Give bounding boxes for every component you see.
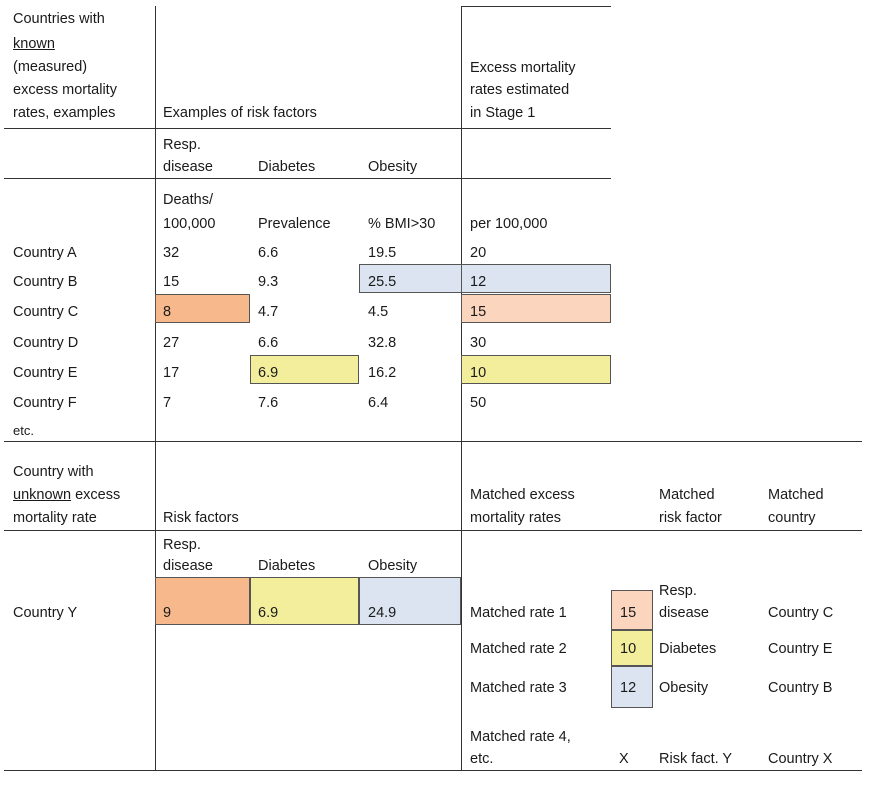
column-divider-right [461, 6, 462, 770]
row-d-rate: 30 [470, 335, 487, 351]
row-d-diabetes: 6.6 [258, 335, 279, 351]
header-matched-country-l1: Matched [768, 487, 824, 503]
rf-resp-l2-bottom: disease [163, 558, 213, 574]
country-y-name: Country Y [13, 605, 78, 621]
row-b-rate: 12 [470, 274, 487, 290]
row-c-diabetes: 4.7 [258, 304, 279, 320]
header-rule-1 [4, 128, 611, 129]
header-matched-rf-l1: Matched [659, 487, 715, 503]
match-2-value: 10 [620, 641, 637, 657]
match-3-value: 12 [620, 680, 637, 696]
row-a-country: Country A [13, 245, 77, 261]
rf-diabetes: Diabetes [258, 159, 316, 175]
match-1-rf-l1: Resp. [659, 583, 697, 599]
header-known-l5: rates, examples [13, 105, 116, 121]
row-c-obesity: 4.5 [368, 304, 389, 320]
match-2-rf: Diabetes [659, 641, 717, 657]
match-1-value: 15 [620, 605, 637, 621]
header-risk-factors: Examples of risk factors [163, 105, 317, 121]
row-c-rate: 15 [470, 304, 487, 320]
column-divider-left [155, 6, 156, 770]
country-y-obesity: 24.9 [368, 605, 397, 621]
header-known-l3: (measured) [13, 59, 88, 75]
rf-resp-l1-bottom: Resp. [163, 537, 201, 553]
top-border [461, 6, 611, 7]
row-c-country: Country C [13, 304, 79, 320]
rf-resp-l2: disease [163, 159, 213, 175]
row-b-diabetes: 9.3 [258, 274, 279, 290]
unit-resp-l1: Deaths/ [163, 192, 213, 208]
row-e-diabetes: 6.9 [258, 365, 279, 381]
unit-rate: per 100,000 [470, 216, 548, 232]
row-a-obesity: 19.5 [368, 245, 397, 261]
header-known-l1: Countries with [13, 11, 105, 27]
header-matched-country-l2: country [768, 510, 816, 526]
row-b-resp: 15 [163, 274, 180, 290]
row-e-rate: 10 [470, 365, 487, 381]
header-risk-factors-bottom: Risk factors [163, 510, 239, 526]
row-a-diabetes: 6.6 [258, 245, 279, 261]
rf-obesity: Obesity [368, 159, 418, 175]
row-f-obesity: 6.4 [368, 395, 389, 411]
etc-label: etc. [13, 423, 34, 438]
match-3-label: Matched rate 3 [470, 680, 567, 696]
row-a-resp: 32 [163, 245, 180, 261]
row-c-resp: 8 [163, 304, 172, 320]
bottom-header-rule [4, 530, 862, 531]
rf-obesity-bottom: Obesity [368, 558, 418, 574]
country-y-diabetes: 6.9 [258, 605, 279, 621]
row-e-obesity: 16.2 [368, 365, 397, 381]
header-rule-2 [4, 178, 611, 179]
header-unknown-l1: Country with [13, 464, 94, 480]
header-unknown-underlined: unknown [13, 487, 72, 503]
header-excess-l1: Excess mortality [470, 60, 576, 76]
unit-diabetes: Prevalence [258, 216, 331, 232]
match-3-country: Country B [768, 680, 833, 696]
header-excess-l3: in Stage 1 [470, 105, 536, 121]
row-f-resp: 7 [163, 395, 172, 411]
row-f-rate: 50 [470, 395, 487, 411]
section-rule [4, 441, 862, 442]
header-known-l2: known [13, 36, 55, 52]
row-f-diabetes: 7.6 [258, 395, 279, 411]
match-4-country: Country X [768, 751, 833, 767]
header-matched-rates-l2: mortality rates [470, 510, 562, 526]
match-1-country: Country C [768, 605, 834, 621]
rf-resp-l1: Resp. [163, 137, 201, 153]
row-d-resp: 27 [163, 335, 180, 351]
unit-obesity: % BMI>30 [368, 216, 436, 232]
row-d-country: Country D [13, 335, 79, 351]
match-4-label-l2: etc. [470, 751, 494, 767]
match-4-label-l1: Matched rate 4, [470, 729, 571, 745]
row-e-resp: 17 [163, 365, 180, 381]
header-unknown-rest: excess [71, 487, 121, 503]
match-1-rf-l2: disease [659, 605, 709, 621]
match-2-label: Matched rate 2 [470, 641, 567, 657]
match-2-country: Country E [768, 641, 833, 657]
header-excess-l2: rates estimated [470, 82, 570, 98]
row-b-obesity: 25.5 [368, 274, 397, 290]
header-known-l4: excess mortality [13, 82, 117, 98]
match-3-rf: Obesity [659, 680, 709, 696]
header-matched-rates-l1: Matched excess [470, 487, 575, 503]
header-unknown-l3: mortality rate [13, 510, 97, 526]
row-b-country: Country B [13, 274, 78, 290]
header-unknown-l2 [13, 485, 120, 505]
rf-diabetes-bottom: Diabetes [258, 558, 316, 574]
match-4-value: X [619, 751, 629, 767]
row-f-country: Country F [13, 395, 77, 411]
bottom-border [4, 770, 862, 771]
header-matched-rf-l2: risk factor [659, 510, 722, 526]
row-e-country: Country E [13, 365, 78, 381]
match-4-rf: Risk fact. Y [659, 751, 733, 767]
row-a-rate: 20 [470, 245, 487, 261]
match-1-label: Matched rate 1 [470, 605, 567, 621]
row-d-obesity: 32.8 [368, 335, 397, 351]
country-y-resp: 9 [163, 605, 172, 621]
unit-resp-l2: 100,000 [163, 216, 216, 232]
